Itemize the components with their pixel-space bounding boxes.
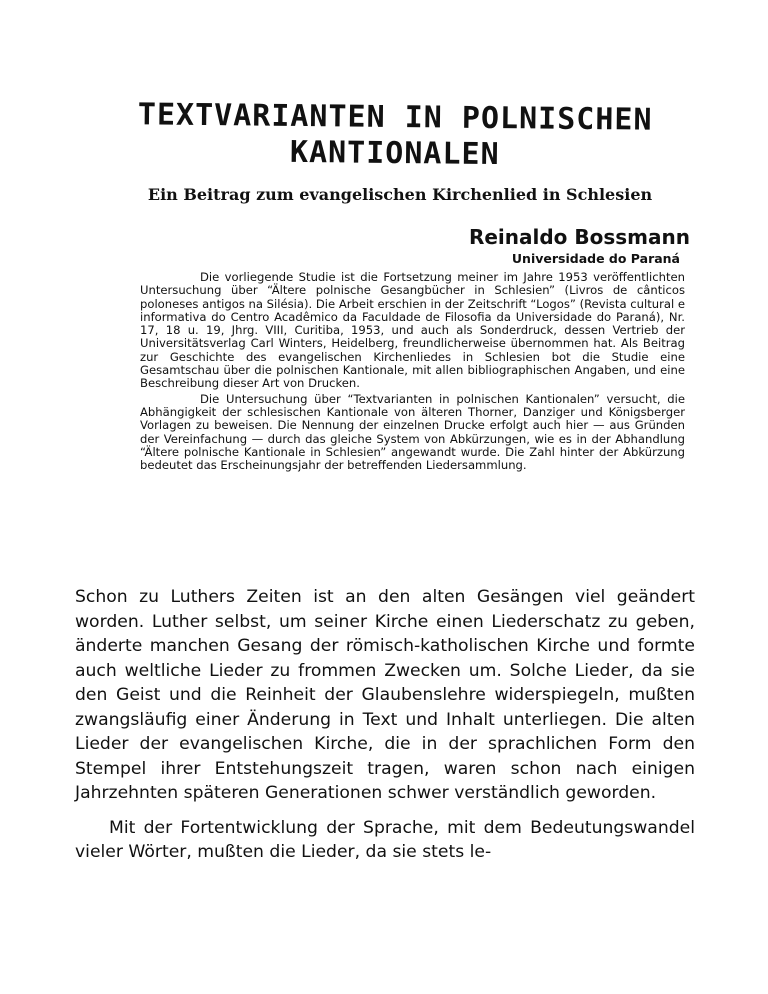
body-paragraph-2: Mit der Fortentwicklung der Sprache, mit dem Bedeutungswandel vieler Wörter, mußten die Lieder, da sie stets le- <box>75 817 695 862</box>
abstract <box>140 271 685 472</box>
body-paragraph-1: Schon zu Luthers Zeiten ist an den alten Gesängen viel geändert worden. Luther selbst, um seiner Kirche einen Liederschatz zu geben, änderte manchen Gesang der römisch-katholischen Kirche und formte auch weltliche Lieder zu frommen Zwecken um. Solche Lieder, da sie den Geist und die Reinheit der Glaubenslehre widerspiegeln, mußten zwangsläufig einer Änderung in Text und Inhalt unterliegen. Die alten Lieder der evangelischen Kirche, die in der sprachlichen Form den Stempel ihrer Entstehungszeit tragen, waren schon nach einigen Jahrzehnten späteren Generationen schwer verständlich geworden. <box>75 587 695 803</box>
abstract-paragraph-1: Die vorliegende Studie ist die Fortsetzung meiner im Jahre 1953 veröffentlichten Untersuchung über “Ältere polnische Gesangbücher in Schlesien” (Livros de cânticos poloneses antigos na Silésia). Die Arbeit erschien in der Zeitschrift “Logos” (Revista cultural e informativa do Centro Acadêmico da Faculdade de Filosofia da Universidade do Paraná), Nr. 17, 18 u. 19, Jhrg. VIII, Curitiba, 1953, und auch als Sonderdruck, dessen Vertrieb der Universitätsverlag Carl Winters, Heidelberg, freundlicherweise übernommen hat. Als Beitrag zur Geschichte des evangelischen Kirchenliedes in Schlesien bot die Studie eine Gesamtschau über die polnischen Kantionale, mit allen bibliographischen Angaben, und eine Beschreibung dieser Art von Drucken. <box>140 270 686 391</box>
title-line-1: TEXTVARIANTEN IN POLNISCHEN <box>137 97 653 138</box>
author-affiliation: Universidade do Paraná <box>511 251 680 266</box>
author-name: Reinaldo Bossmann <box>468 225 690 249</box>
abstract-paragraph-2: Die Untersuchung über “Textvarianten in polnischen Kantionalen” versucht, die Abhängigkeit der schlesischen Kantionale von älteren Thorner, Danziger und Königsberger Vorlagen zu beweisen. Die Nennung der einzelnen Drucke erfolgt auch hier — aus Gründen der Vereinfachung — durch das gleiche System von Abkürzungen, wie es in der Abhandlung “Ältere polnische Kantionale in Schlesien” angewandt wurde. Die Zahl hinter der Abkürzung bedeutet das Erscheinungsjahr der betreffenden Liedersammlung. <box>140 391 685 473</box>
article-subtitle: Ein Beitrag zum evangelischen Kirchenlied in Schlesien <box>147 185 653 204</box>
body-text <box>75 585 695 865</box>
article-title <box>100 97 691 175</box>
title-line-2: KANTIONALEN <box>289 134 500 173</box>
